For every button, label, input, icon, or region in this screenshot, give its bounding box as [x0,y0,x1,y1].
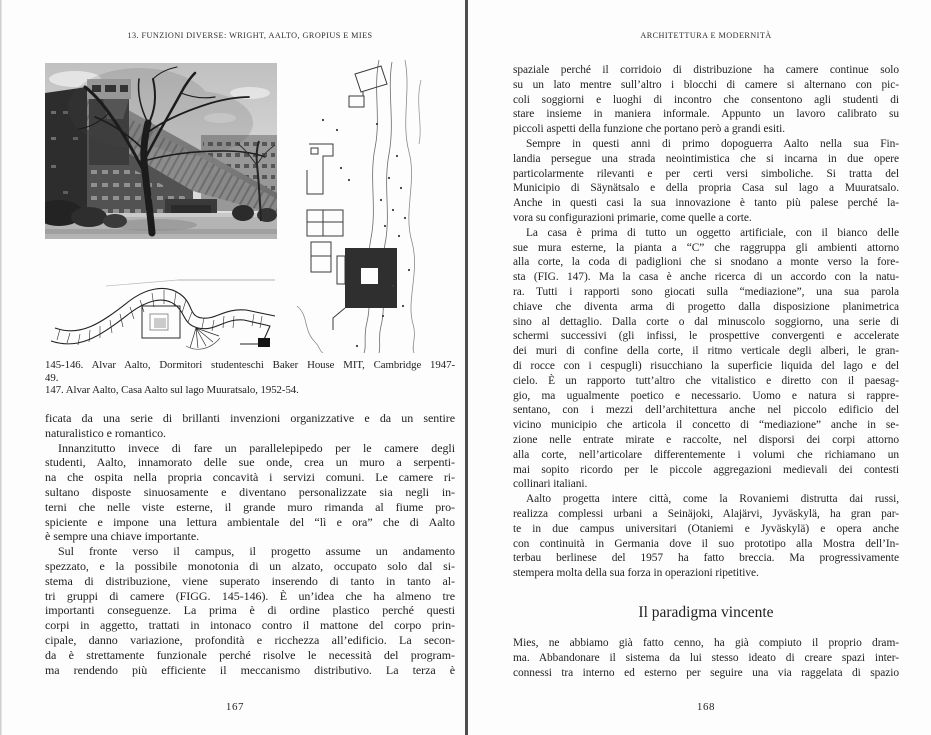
text-line: sue mura esterne, la pianta a “C” che raggruppa gli ambienti attorno [513,241,899,254]
text-line: ra. Tutti i rapporti sono giocati sulla “mediazione”, una sua parola [513,285,899,298]
text-line: da è strettamente funzionale perché risolve le necessità del program- [45,647,455,662]
running-head-left: 13. FUNZIONI DIVERSE: WRIGHT, AALTO, GROPIUS E MIES [127,31,373,40]
text-line: Aalto progetta intere città, come la Rovaniemi distrutta dai russi, [526,493,899,506]
text-line: importanti conseguenze. La prima è di ordine plastico perché questi [45,603,455,618]
text-line: su un lato mentre sull’altro i blocchi di camere si alternano con pic- [513,78,899,91]
text-line: vora su configurazioni primarie, come quelle a corte. [513,211,752,224]
gutter-divider [465,0,468,735]
text-line: ma rendendo più efficiente il meccanismo distributivo. La terza è [45,662,455,677]
text-line: realizza complessi urbani a Seinäjoki, Alajärvi, Jyväskylä, ha gran par- [513,507,899,520]
figure-muuratsalo-site-plan [293,60,426,353]
figure-baker-house-photo [45,63,277,239]
text-line: Municipio di Säynätsalo e della propria Casa sul lago a Muuratsalo. [513,182,899,195]
body-text-right [513,63,899,581]
text-line: cipale, danno variazione, profondità e ricchezza all’edificio. La secon- [45,632,455,647]
text-line: te in due campus universitari (Otaniemi e Jyväskylä) e opera anche [513,522,899,535]
text-line: stema di distribuzione, viene superato inserendo di tanto in tanto al- [45,573,455,588]
text-line: coli soggiorni e luoghi di incontro che consentono agli studenti di [513,93,899,106]
body-text-left [45,411,455,677]
text-line: corpi in aggetto, trattati in intonaco contro il mattone del corpo prin- [45,618,455,633]
section-heading: Il paradigma vincente [638,604,774,621]
running-head-right: ARCHITETTURA E MODERNITÀ [640,31,772,40]
text-line: 49. [45,371,59,384]
text-line: naturalistico e romantico. [45,425,166,440]
text-line: tri gruppi di camere (FIGG. 145-146). È un’idea che ha almeno tre [45,588,455,603]
text-line: Sul fronte verso il campus, il progetto assume un andamento [58,544,455,559]
text-line: ficata da una serie di brillanti invenzioni organizzative e da un sentire [45,411,455,425]
page-number-left: 167 [225,701,245,713]
text-line: sultano disposte sinuosamente e diventano personalizzate sia negli in- [45,484,455,499]
page-number-right: 168 [696,701,716,713]
text-line: terni che nelle viste esterne, il grande muro rimanda al fiume pro- [45,499,455,514]
text-line: 145-146. Alvar Aalto, Dormitori studenteschi Baker House MIT, Cambridge 1947- [45,359,455,371]
text-line: piccoli aspetti della funzione che portano però a grandi esiti. [513,123,786,136]
text-line: 147. Alvar Aalto, Casa Aalto sul lago Muuratsalo, 1952-54. [45,384,299,397]
text-line: dei muri di confine della corte, il ritmo verticale degli alberi, le gran- [513,345,899,358]
baker-house-photo-art [45,63,277,239]
muuratsalo-site-plan-art [293,60,426,353]
text-line: ma. Abbandonare il sistema da lui stesso ideato di creare spazi inter- [513,651,899,664]
text-line: vicino municipio che articola il concetto di “mediazione” anche in se- [513,419,899,432]
page-left-edge [0,0,2,735]
text-line: spaziale perché il corridoio di distribuzione ha camere continue solo [513,64,899,76]
text-line: landia persegue una strada neointimistica che si incarna in due opere [513,152,899,165]
text-line: studenti, Aalto, innamorato delle sue onde, crea un muro a serpenti- [45,455,455,470]
figure-baker-house-floor-plan [46,258,277,353]
text-line: mai sopito ricordo per le piccole aggregazioni medievali dei contesti [513,463,899,476]
baker-house-floor-plan-art [46,258,277,353]
text-line: con continuità in Germania dove il suo prototipo alla Mostra dell’In- [513,537,899,550]
text-line: sino al dettaglio. Dalla corte o dal minuscolo soggiorno, una serie di [513,315,899,328]
text-line: alla corte, la coda di padiglioni che si snodano a monte verso la fore- [513,256,899,269]
text-line: connessi tra interno ed esterno per seguire una via raggelata di spazio [513,666,899,679]
text-line: stempera molta della sua forza in operazioni ripetitive. [513,567,759,580]
text-line: stare insieme in maniera informale. Appunto un lavoro calibrato su [513,108,899,121]
figure-captions [45,359,455,397]
text-line: La casa è prima di tutto un oggetto artificiale, con il bianco delle [526,226,899,239]
text-line: Sempre in questi anni di primo dopoguerra Aalto nella sua Fin- [526,137,899,150]
text-line: cielo. È un rapporto tutt’altro che vitalistico e diretto con il paesag- [513,374,899,387]
text-line: gio, ma ugualmente poetico e necessario. Uomo e natura si rappre- [513,389,899,402]
text-line: chiave che diventa arma di progetto dalla disposizione planimetrica [513,300,899,313]
section-body-text [513,636,899,680]
text-line: spezzato, e la possibile monotonia di un alzato, occupato solo dal si- [45,558,455,573]
text-line: Anche in questi casi la sua innovazione è tanto più palese perché la- [513,197,899,210]
text-line: sentano, con i mezzi dell’architettura anche nel piccolo edificio del [513,404,899,417]
text-line: alla corte, nell’articolare differentemente i volumi che richiamano un [513,448,899,461]
text-line: terbau berlinese del 1957 ha fatto breccia. Ma progressivamente [513,552,899,565]
text-line: Innanzitutto invece di fare un parallelepipedo per le camere degli [58,440,455,455]
text-line: collinari italiani. [513,478,588,491]
text-line: na che ospita nella propria concavità i servizi comuni. Le camere ri- [45,470,455,485]
text-line: particolarmente rilevanti e per certi versi simboliche. Si tratta del [513,167,899,180]
text-line: spiciente e impone una lettura ambientale del “lì e ora” che di Aalto [45,514,455,529]
text-line: sta (FIG. 147). Ma la casa è anche ricerca di un accordo con la natu- [513,271,899,284]
text-line: è sempre una chiave importante. [45,529,200,544]
text-line: zione nelle entrate mirate e raccolte, nel disporsi dei corpi attorno [513,433,899,446]
text-line: Mies, ne abbiamo già fatto cenno, ha già compiuto il proprio dram- [513,637,899,649]
text-line: di rocce con i cespugli) risucchiano la superficie liquida del lago e del [513,359,899,372]
text-line: schermi successivi (gli infissi, le prospettive convergenti e accelerate [513,330,899,343]
